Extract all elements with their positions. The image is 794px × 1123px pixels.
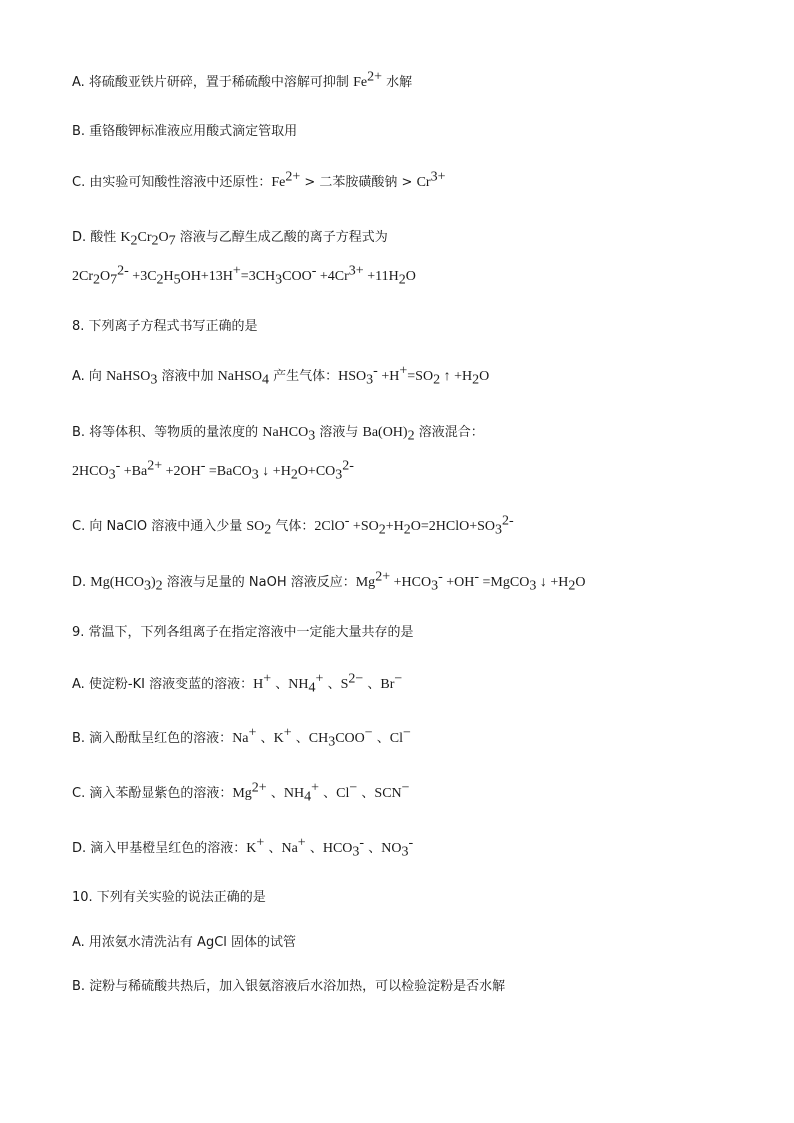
formula-q8a-15: 2 <box>472 372 480 388</box>
formula-q8b-eq-2: - <box>115 458 121 474</box>
line-q8c <box>72 513 514 538</box>
formula-q8d-2: 3 <box>143 578 151 594</box>
formula-q8d-3: ) <box>150 575 156 590</box>
formula-q8a-2: 3 <box>150 372 158 388</box>
formula-q7d-eq-4: 2- <box>117 263 129 279</box>
line-q9b <box>72 725 411 750</box>
formula-q8c-2: 2 <box>264 522 272 538</box>
formula-q8d-4: 2 <box>155 578 163 594</box>
formula-q8c-5: - <box>344 513 350 529</box>
formula-q9a-8: S <box>340 677 349 692</box>
formula-q8a-5: 4 <box>262 372 270 388</box>
formula-q7d-4: 2 <box>151 233 159 249</box>
formula-q8a-7: HSO <box>338 369 367 384</box>
line-q8b <box>72 424 484 442</box>
line-q7a <box>72 69 413 92</box>
formula-q9b-13: − <box>403 725 411 741</box>
text-q7a-0: A. 将硫酸亚铁片研碎，置于稀硫酸中溶解可抑制 <box>72 75 354 90</box>
text-q8-0: 8. 下列离子方程式书写正确的是 <box>72 319 258 334</box>
formula-q8d-6: Mg <box>355 575 376 590</box>
formula-q8c-7: 2 <box>378 522 386 538</box>
line-q8 <box>72 318 258 336</box>
formula-q8b-4: Ba(OH) <box>362 425 408 440</box>
text-q9a-7: 、 <box>323 677 341 692</box>
text-q7d-7: 溶液与乙醇生成乙酸的离子方程式为 <box>175 230 388 245</box>
formula-q9d-4: Na <box>281 841 298 856</box>
formula-q8d-1: Mg(HCO <box>90 575 144 590</box>
formula-q7d-eq-8: 5 <box>173 272 181 288</box>
text-q10b-0: B. 淀粉与稀硫酸共热后，加入银氨溶液后水浴加热，可以检验淀粉是否水解 <box>72 979 506 994</box>
line-q10a <box>72 934 296 952</box>
text-q9a-3: 、 <box>271 677 289 692</box>
formula-q7d-eq-14: - <box>311 263 317 279</box>
formula-q7d-eq-0: 2Cr <box>72 269 93 284</box>
formula-q9d-9: - <box>359 835 365 851</box>
formula-q8a-11: + <box>399 363 408 379</box>
formula-q7a-1: Fe <box>353 75 368 90</box>
text-q7a-3: 水解 <box>381 75 413 90</box>
formula-q9c-9: − <box>349 780 358 796</box>
formula-q7d-5: O <box>158 230 169 245</box>
text-q9c-0: C. 滴入苯酚显紫色的溶液： <box>72 786 233 801</box>
text-q9b-6: 、 <box>291 731 309 746</box>
line-q10b <box>72 978 505 996</box>
text-q9d-10: 、 <box>364 841 382 856</box>
formula-q9d-8: 3 <box>352 844 360 860</box>
line-q8d <box>72 569 586 594</box>
formula-q9d-1: K <box>246 841 257 856</box>
text-q7b-0: B. 重铬酸钾标准液应用酸式滴定管取用 <box>72 124 298 139</box>
formula-q9c-2: 2+ <box>251 780 267 796</box>
formula-q8d-12: - <box>474 569 480 585</box>
formula-q9a-5: 4 <box>308 680 316 696</box>
formula-q8b-2: 3 <box>308 428 316 444</box>
formula-q9c-4: NH <box>283 786 305 801</box>
formula-q7d-eq-19: O <box>405 269 416 284</box>
line-q9a <box>72 671 403 696</box>
line-q9 <box>72 624 414 642</box>
formula-q8b-eq-11: O+CO <box>297 464 336 479</box>
text-q8c-3: 气体： <box>271 519 315 534</box>
text-q8b-0: B. 将等体积、等物质的量浓度的 <box>72 425 263 440</box>
line-q7d-eq <box>72 263 416 288</box>
text-q8a-6: 产生气体： <box>269 369 339 384</box>
formula-q7d-eq-5: +3C <box>128 269 157 284</box>
formula-q8b-1: NaHCO <box>262 425 309 440</box>
text-q9a-0: A. 使淀粉-KI 溶液变蓝的溶液： <box>72 677 254 692</box>
text-q9a-10: 、 <box>363 677 381 692</box>
formula-q8b-eq-7: =BaCO <box>205 464 252 479</box>
formula-q7d-3: Cr <box>137 230 152 245</box>
formula-q8b-eq-4: 2+ <box>147 458 163 474</box>
formula-q8a-9: - <box>373 363 378 379</box>
formula-q8d-10: - <box>438 569 443 585</box>
formula-q9a-11: Br <box>380 677 395 692</box>
formula-q7c-5: 3+ <box>430 169 446 185</box>
formula-q9a-2: + <box>263 671 272 687</box>
formula-q9a-4: NH <box>288 677 309 692</box>
formula-q9d-2: + <box>256 835 265 851</box>
formula-q9c-12: − <box>401 780 410 796</box>
formula-q7d-eq-10: + <box>232 263 241 279</box>
formula-q7d-eq-17: +11H <box>363 269 399 284</box>
formula-q7d-eq-11: =3CH <box>240 269 276 284</box>
formula-q7d-eq-15: +4Cr <box>316 269 349 284</box>
formula-q8d-8: +HCO <box>390 575 432 590</box>
formula-q7c-2: 2+ <box>285 169 301 185</box>
formula-q7d-eq-9: OH+13H <box>180 269 233 284</box>
formula-q9b-10: − <box>364 725 373 741</box>
formula-q9b-7: CH <box>308 731 329 746</box>
text-q8b-3: 溶液与 <box>315 425 363 440</box>
formula-q7d-eq-7: H <box>163 269 174 284</box>
formula-q8c-12: 2- <box>501 513 514 529</box>
formula-q8b-eq-0: 2HCO <box>72 464 109 479</box>
formula-q7d-eq-2: O <box>100 269 111 284</box>
formula-q9b-2: + <box>248 725 257 741</box>
formula-q9c-5: 4 <box>304 789 312 805</box>
formula-q7d-eq-6: 2 <box>156 272 164 288</box>
formula-q9b-8: 3 <box>328 734 336 750</box>
formula-q8d-15: ↓ +H <box>536 575 569 590</box>
formula-q7d-2: 2 <box>130 233 138 249</box>
text-q9c-10: 、 <box>357 786 375 801</box>
line-q8b-eq <box>72 458 354 483</box>
formula-q8b-eq-12: 3 <box>335 467 343 483</box>
formula-q8b-eq-13: 2- <box>342 458 354 474</box>
formula-q9c-6: + <box>311 780 319 796</box>
formula-q8c-6: +SO <box>349 519 379 534</box>
formula-q7d-6: 7 <box>168 233 176 249</box>
formula-q8a-10: +H <box>377 369 400 384</box>
text-q7c-0: C. 由实验可知酸性溶液中还原性： <box>72 175 272 190</box>
formula-q7c-4: Cr <box>416 175 431 190</box>
formula-q8a-8: 3 <box>366 372 374 388</box>
formula-q8a-13: 2 <box>433 372 441 388</box>
formula-q9d-5: + <box>297 835 306 851</box>
formula-q9d-11: NO <box>381 841 402 856</box>
formula-q7d-eq-12: 3 <box>275 272 283 288</box>
formula-q8a-1: NaHSO <box>106 369 151 384</box>
text-q9b-0: B. 滴入酚酞呈红色的溶液： <box>72 731 233 746</box>
formula-q9b-1: Na <box>232 731 249 746</box>
text-q9-0: 9. 常温下，下列各组离子在指定溶液中一定能大量共存的是 <box>72 625 414 640</box>
formula-q8c-4: 2ClO <box>314 519 345 534</box>
formula-q9b-4: K <box>273 731 284 746</box>
formula-q8d-17: O <box>575 575 586 590</box>
formula-q8c-11: 3 <box>494 522 502 538</box>
text-q9b-11: 、 <box>372 731 390 746</box>
formula-q8a-16: O <box>479 369 490 384</box>
formula-q8a-14: ↑ +H <box>440 369 473 384</box>
formula-q9b-12: Cl <box>389 731 404 746</box>
formula-q9c-11: SCN <box>374 786 402 801</box>
formula-q8d-7: 2+ <box>375 569 391 585</box>
formula-q8b-5: 2 <box>407 428 415 444</box>
formula-q8d-14: 3 <box>529 578 537 594</box>
formula-q8b-eq-6: - <box>200 458 206 474</box>
formula-q8d-16: 2 <box>568 578 576 594</box>
text-q9d-6: 、 <box>305 841 323 856</box>
line-q9d <box>72 835 414 860</box>
formula-q9d-12: 3 <box>401 844 409 860</box>
text-q10a-0: A. 用浓氨水清洗沾有 AgCl 固体的试管 <box>72 935 297 950</box>
text-q8b-6: 溶液混合： <box>414 425 484 440</box>
formula-q8d-9: 3 <box>431 578 439 594</box>
line-q8a <box>72 363 490 388</box>
formula-q8a-4: NaHSO <box>217 369 263 384</box>
formula-q8c-10: O=2HClO+SO <box>410 519 495 534</box>
text-q9d-0: D. 滴入甲基橙呈红色的溶液： <box>72 841 247 856</box>
formula-q8d-11: +OH <box>442 575 475 590</box>
text-q8d-5: 溶液与足量的 NaOH 溶液反应： <box>162 575 356 590</box>
text-q9c-7: 、 <box>318 786 337 801</box>
formula-q8c-9: 2 <box>403 522 411 538</box>
formula-q9a-12: − <box>394 671 403 687</box>
line-q7c <box>72 169 446 192</box>
formula-q9b-5: + <box>283 725 292 741</box>
formula-q9c-1: Mg <box>232 786 252 801</box>
text-q8c-0: C. 向 NaClO 溶液中通入少量 <box>72 519 247 534</box>
line-q10 <box>72 889 266 907</box>
formula-q8b-eq-5: +2OH <box>162 464 201 479</box>
formula-q9b-9: COO <box>335 731 365 746</box>
line-q7d <box>72 229 388 247</box>
formula-q9d-13: - <box>408 835 414 851</box>
formula-q8b-eq-10: 2 <box>290 467 298 483</box>
text-q7d-0: D. 酸性 <box>72 230 121 245</box>
formula-q8b-eq-1: 3 <box>108 467 116 483</box>
formula-q8b-eq-3: +Ba <box>120 464 148 479</box>
formula-q9a-9: 2− <box>348 671 364 687</box>
formula-q8b-eq-9: ↓ +H <box>258 464 291 479</box>
formula-q8c-1: SO <box>246 519 265 534</box>
line-q9c <box>72 780 410 805</box>
text-q9c-3: 、 <box>266 786 284 801</box>
text-q10-0: 10. 下列有关实验的说法正确的是 <box>72 890 266 905</box>
text-q8a-3: 溶液中加 <box>157 369 218 384</box>
line-q7b <box>72 123 297 141</box>
formula-q8b-eq-8: 3 <box>251 467 259 483</box>
formula-q8a-12: =SO <box>407 369 434 384</box>
formula-q8d-13: =MgCO <box>479 575 530 590</box>
text-q7c-3: > 二苯胺磺酸钠 > <box>300 175 417 190</box>
text-q8a-0: A. 向 <box>72 369 107 384</box>
formula-q9c-8: Cl <box>336 786 350 801</box>
text-q8d-0: D. <box>72 575 91 590</box>
formula-q8c-8: +H <box>385 519 404 534</box>
formula-q7d-eq-13: COO <box>282 269 312 284</box>
formula-q7d-1: K <box>120 230 131 245</box>
formula-q7d-eq-18: 2 <box>398 272 406 288</box>
formula-q7d-eq-1: 2 <box>93 272 100 288</box>
formula-q7a-2: 2+ <box>367 69 382 85</box>
formula-q9a-6: + <box>315 671 324 687</box>
formula-q7d-eq-16: 3+ <box>348 263 364 279</box>
formula-q9a-1: H <box>253 677 264 692</box>
text-q9b-3: 、 <box>256 731 274 746</box>
formula-q7d-eq-3: 7 <box>110 272 118 288</box>
text-q9d-3: 、 <box>264 841 282 856</box>
formula-q9d-7: HCO <box>322 841 353 856</box>
formula-q7c-1: Fe <box>271 175 286 190</box>
